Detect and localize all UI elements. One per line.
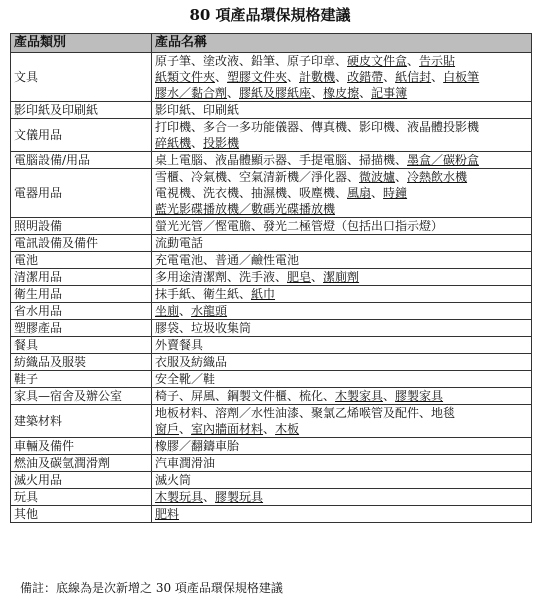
- category-cell: 照明設備: [11, 218, 152, 235]
- table-row: [11, 119, 532, 152]
- new-product-name: 膠製玩具: [215, 490, 264, 504]
- new-product-name: 微波爐: [359, 170, 396, 184]
- table-row: [11, 269, 532, 286]
- new-product-name: 膠製家具: [395, 389, 444, 403]
- category-cell: 車輛及備件: [11, 438, 152, 455]
- table-row: [11, 405, 532, 438]
- category-cell: 鞋子: [11, 371, 152, 388]
- category-cell: 其他: [11, 506, 152, 523]
- table-row: [11, 169, 532, 218]
- category-cell: 餐具: [11, 337, 152, 354]
- product-text: 雪櫃、冷氣機、空氣清新機／淨化器、: [155, 170, 360, 184]
- products-cell: [152, 53, 532, 102]
- new-product-name: 改錯帶: [347, 70, 384, 84]
- product-text: 、: [359, 86, 372, 100]
- product-line: [155, 421, 528, 437]
- product-text: 椅子、屏風、鋼製文件櫃、梳化、: [155, 389, 336, 403]
- product-text: 、: [179, 304, 192, 318]
- footnote: 備註：底線為是次新增之 30 項產品環保規格建議: [20, 581, 283, 595]
- product-line: [155, 119, 528, 135]
- product-line: [155, 69, 528, 85]
- product-text: 抹手紙、衛生紙、: [155, 287, 252, 301]
- product-line: [155, 269, 528, 285]
- category-cell: 影印紙及印刷紙: [11, 102, 152, 119]
- product-text: 、: [371, 186, 384, 200]
- category-cell: 建築材料: [11, 405, 152, 438]
- products-cell: [152, 455, 532, 472]
- new-product-name: 紙巾: [251, 287, 276, 301]
- category-cell: 滅火用品: [11, 472, 152, 489]
- category-cell: 電器用品: [11, 169, 152, 218]
- header-category: 產品類別: [11, 34, 152, 53]
- product-line: [155, 102, 528, 118]
- table-row: [11, 455, 532, 472]
- products-cell: [152, 218, 532, 235]
- new-product-name: 碎紙機: [155, 136, 192, 150]
- new-product-name: 水龍頭: [191, 304, 228, 318]
- products-cell: [152, 269, 532, 286]
- products-cell: [152, 371, 532, 388]
- product-line: [155, 388, 528, 404]
- new-product-name: 潔廁劑: [323, 270, 360, 284]
- table-row: [11, 286, 532, 303]
- product-spec-table: [10, 33, 532, 523]
- product-text: 影印紙、印刷紙: [155, 103, 240, 117]
- product-text: 膠袋、垃圾收集筒: [155, 321, 252, 335]
- new-product-name: 橡皮擦: [323, 86, 360, 100]
- product-line: [155, 438, 528, 454]
- product-text: 外賣餐具: [155, 338, 204, 352]
- table-row: [11, 235, 532, 252]
- product-text: 、: [395, 170, 408, 184]
- products-cell: [152, 489, 532, 506]
- products-cell: [152, 337, 532, 354]
- table-row: [11, 506, 532, 523]
- products-cell: [152, 506, 532, 523]
- product-text: 、: [311, 270, 324, 284]
- products-cell: [152, 169, 532, 218]
- new-product-name: 肥皂: [287, 270, 312, 284]
- category-cell: 電腦設備/用品: [11, 152, 152, 169]
- product-text: 多用途清潔劑、洗手液、: [155, 270, 288, 284]
- product-text: 安全靴／鞋: [155, 372, 216, 386]
- new-product-name: 木製玩具: [155, 490, 204, 504]
- new-product-name: 木板: [275, 422, 300, 436]
- products-cell: [152, 405, 532, 438]
- product-text: 桌上電腦、液晶體顯示器、手提電腦、掃描機、: [155, 153, 408, 167]
- product-text: 地板材料、溶劑／水性油漆、聚氯乙烯喉管及配件、地毯: [155, 406, 456, 420]
- table-row: [11, 218, 532, 235]
- product-text: 、: [383, 389, 396, 403]
- products-cell: [152, 438, 532, 455]
- products-cell: [152, 152, 532, 169]
- category-cell: 文儀用品: [11, 119, 152, 152]
- product-text: 、: [179, 422, 192, 436]
- table-header-row: [11, 34, 532, 53]
- product-text: 、: [311, 86, 324, 100]
- product-line: [155, 303, 528, 319]
- products-cell: [152, 320, 532, 337]
- category-cell: 紡織品及服裝: [11, 354, 152, 371]
- product-text: 、: [227, 86, 240, 100]
- new-product-name: 墨盒／碳粉盒: [407, 153, 480, 167]
- category-cell: 衛生用品: [11, 286, 152, 303]
- products-cell: [152, 303, 532, 320]
- category-cell: 清潔用品: [11, 269, 152, 286]
- table-row: [11, 152, 532, 169]
- document-title: 80 項產品環保規格建議: [189, 6, 351, 24]
- category-cell: 省水用品: [11, 303, 152, 320]
- product-line: [155, 53, 528, 69]
- new-product-name: 紙類文件夾: [155, 70, 216, 84]
- product-line: [155, 218, 528, 234]
- category-cell: 文具: [11, 53, 152, 102]
- product-line: [155, 489, 528, 505]
- table-row: [11, 354, 532, 371]
- product-line: [155, 320, 528, 336]
- new-product-name: 膠水／黏合劑: [155, 86, 228, 100]
- new-product-name: 風扇: [347, 186, 372, 200]
- new-product-name: 室內牆面材料: [191, 422, 264, 436]
- product-text: 電視機、洗衣機、抽濕機、吸塵機、: [155, 186, 348, 200]
- product-text: 、: [287, 70, 300, 84]
- new-product-name: 投影機: [203, 136, 240, 150]
- products-cell: [152, 252, 532, 269]
- new-product-name: 紙信封: [395, 70, 432, 84]
- product-line: [155, 135, 528, 151]
- product-text: 、: [203, 490, 216, 504]
- product-line: [155, 235, 528, 251]
- product-text: 汽車潤滑油: [155, 456, 216, 470]
- product-text: 、: [335, 70, 348, 84]
- category-cell: 電訊設備及備件: [11, 235, 152, 252]
- header-products: 產品名稱: [152, 34, 532, 53]
- table-row: [11, 53, 532, 102]
- category-cell: 燃油及碳氫潤滑劑: [11, 455, 152, 472]
- product-line: [155, 286, 528, 302]
- product-line: [155, 169, 528, 185]
- new-product-name: 肥料: [155, 507, 180, 521]
- category-cell: 家具—宿舍及辦公室: [11, 388, 152, 405]
- table-row: [11, 303, 532, 320]
- product-line: [155, 405, 528, 421]
- new-product-name: 木製家具: [335, 389, 384, 403]
- product-text: 打印機、多合一多功能儀器、傳真機、影印機、液晶體投影機: [155, 120, 480, 134]
- new-product-name: 塑膠文件夾: [227, 70, 288, 84]
- products-cell: [152, 472, 532, 489]
- product-line: [155, 85, 528, 101]
- product-text: 充電電池、普通／鹼性電池: [155, 253, 300, 267]
- table-row: [11, 371, 532, 388]
- product-line: [155, 472, 528, 488]
- product-line: [155, 185, 528, 201]
- product-text: 、: [191, 136, 204, 150]
- product-line: [155, 201, 528, 217]
- new-product-name: 記事簿: [371, 86, 408, 100]
- table-row: [11, 489, 532, 506]
- product-text: 、: [383, 70, 396, 84]
- product-line: [155, 152, 528, 168]
- table-row: [11, 320, 532, 337]
- new-product-name: 告示貼: [419, 54, 456, 68]
- table-row: [11, 472, 532, 489]
- table-row: [11, 388, 532, 405]
- new-product-name: 坐廁: [155, 304, 180, 318]
- product-text: 原子筆、塗改液、鉛筆、原子印章、: [155, 54, 348, 68]
- table-row: [11, 438, 532, 455]
- products-cell: [152, 286, 532, 303]
- product-text: 、: [407, 54, 420, 68]
- product-text: 螢光光管／慳電膽、發光二極管燈（包括出口指示燈）: [155, 219, 444, 233]
- new-product-name: 硬皮文件盒: [347, 54, 408, 68]
- product-text: 滅火筒: [155, 473, 192, 487]
- category-cell: 塑膠產品: [11, 320, 152, 337]
- product-line: [155, 354, 528, 370]
- product-text: 、: [215, 70, 228, 84]
- product-text: 、: [263, 422, 276, 436]
- product-line: [155, 337, 528, 353]
- product-line: [155, 455, 528, 471]
- category-cell: 玩具: [11, 489, 152, 506]
- new-product-name: 計數機: [299, 70, 336, 84]
- table-row: [11, 252, 532, 269]
- new-product-name: 窗戶: [155, 422, 180, 436]
- products-cell: [152, 102, 532, 119]
- table-body: [11, 53, 532, 523]
- table-row: [11, 102, 532, 119]
- category-cell: 電池: [11, 252, 152, 269]
- table-row: [11, 337, 532, 354]
- product-line: [155, 371, 528, 387]
- new-product-name: 冷熱飲水機: [407, 170, 468, 184]
- products-cell: [152, 235, 532, 252]
- new-product-name: 白板筆: [443, 70, 480, 84]
- new-product-name: 時鐘: [383, 186, 408, 200]
- new-product-name: 膠紙及膠紙座: [239, 86, 312, 100]
- product-text: 橡膠／翻鑄車胎: [155, 439, 240, 453]
- new-product-name: 藍光影碟播放機／數碼光碟播放機: [155, 202, 336, 216]
- products-cell: [152, 354, 532, 371]
- product-line: [155, 252, 528, 268]
- products-cell: [152, 388, 532, 405]
- product-text: 、: [431, 70, 444, 84]
- product-text: 衣服及紡織品: [155, 355, 228, 369]
- product-line: [155, 506, 528, 522]
- product-text: 流動電話: [155, 236, 204, 250]
- products-cell: [152, 119, 532, 152]
